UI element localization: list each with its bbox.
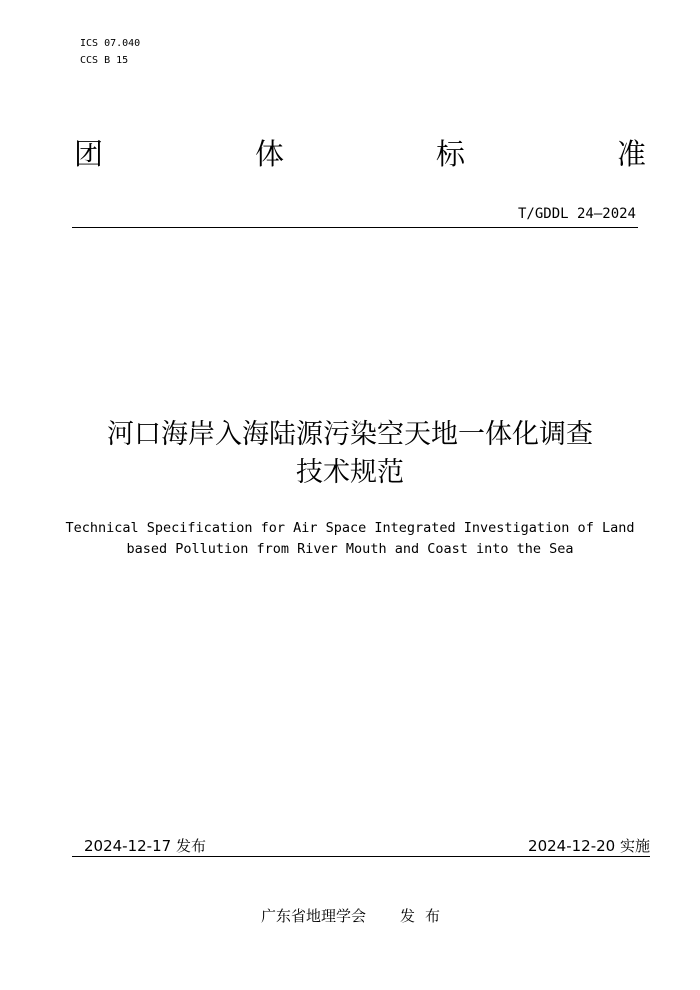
banner-char-3: 标 [435, 136, 465, 171]
implementation-date: 2024-12-20 实施 [528, 837, 650, 855]
publisher-name: 广东省地理学会 [261, 907, 367, 925]
bottom-divider [72, 856, 650, 857]
english-title-line-1: Technical Specification for Air Space Integrated Investigation of Land [65, 520, 635, 536]
top-divider [72, 227, 638, 228]
classification-codes [80, 35, 140, 69]
publish-action-char-1: 发 [400, 907, 416, 925]
chinese-title-line-1: 河口海岸入海陆源污染空天地一体化调查 [107, 419, 593, 450]
english-title-line-2: based Pollution from River Mouth and Coast into the Sea [126, 541, 574, 557]
standard-type-banner [74, 132, 646, 172]
date-row [84, 835, 650, 855]
standard-number: T/GDDL 24—2024 [517, 206, 636, 222]
chinese-title [0, 416, 700, 492]
banner-char-1: 团 [74, 136, 104, 171]
publisher-line [261, 905, 440, 926]
release-date: 2024-12-17 发布 [84, 837, 206, 855]
ccs-code: CCS B 15 [80, 55, 129, 66]
chinese-title-line-2: 技术规范 [296, 457, 404, 488]
banner-char-2: 体 [254, 136, 284, 171]
banner-char-4: 准 [616, 136, 646, 171]
english-title [0, 518, 700, 560]
publish-action-char-2: 布 [425, 907, 441, 925]
ics-code: ICS 07.040 [80, 38, 141, 49]
